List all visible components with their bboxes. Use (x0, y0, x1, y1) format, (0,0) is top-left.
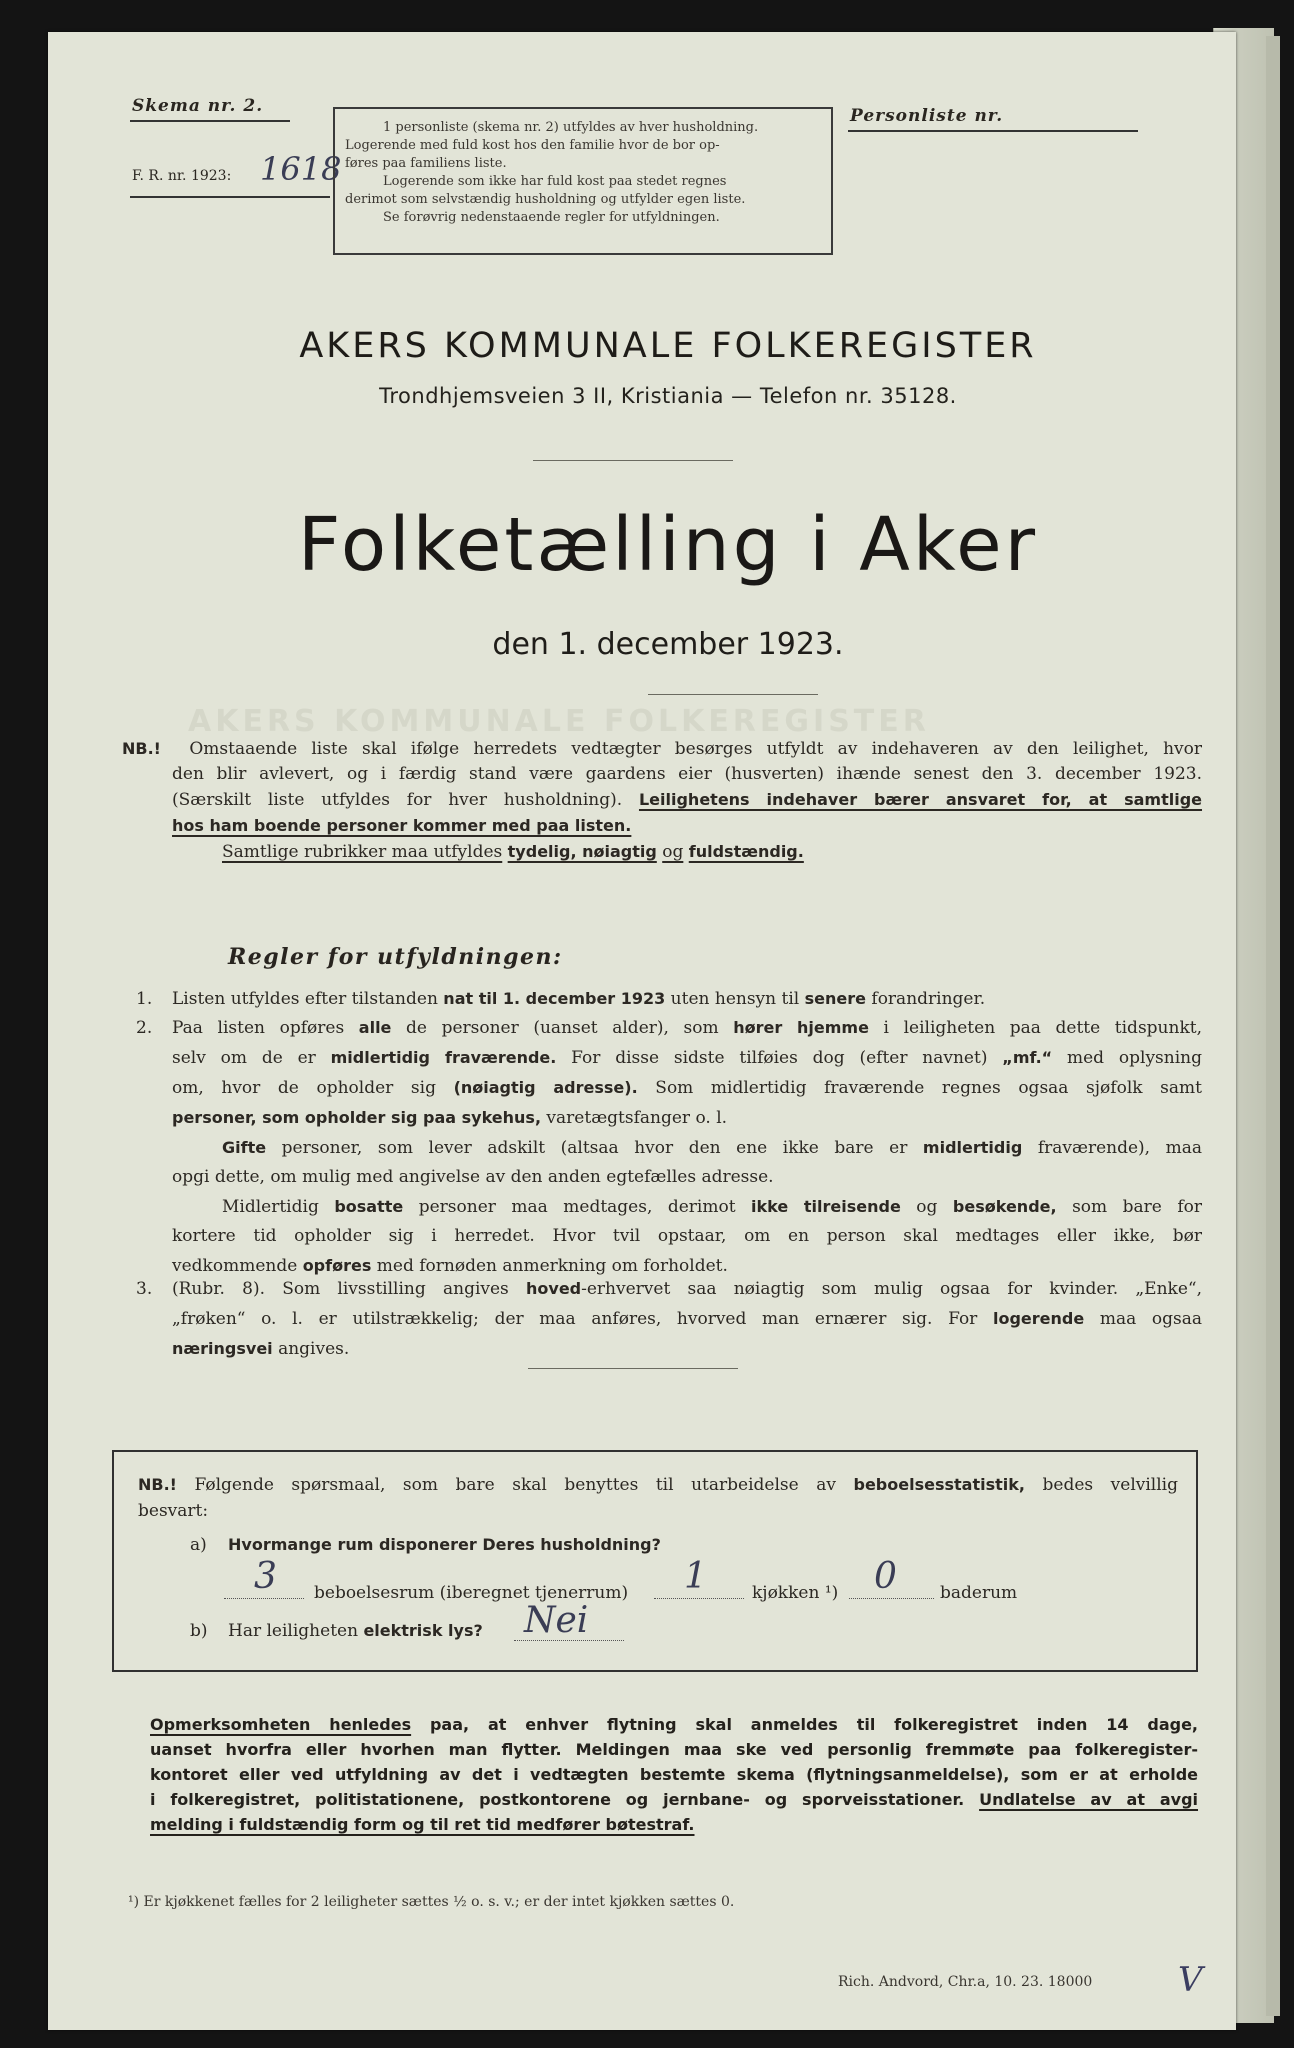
rule-1-text-a: Listen utfyldes efter tilstanden (172, 989, 444, 1009)
rooms-dotline (224, 1598, 304, 1599)
question-a-label: a) (190, 1535, 207, 1555)
moving-notice: Opmerksomheten henledes paa, at enhver flytning skal anmeldes til folkeregistret inden 14 dage, uanset hvorfra eller hvorhen man flytter. Meldingen maa ske ved personlig fremmøte paa folkeregister- kontoret eller ved utfyldning av det i vedtægten bestemte skema (flytningsanmeldelse), som er at erholde i folkeregistret, politistationene, postkontorene og jernbane- og sporveisstationer. Undlatelse av at avgi melding i fuldstændig form og til ret tid medfører bøtestraf. (150, 1715, 1199, 1834)
kitchen-label: kjøkken ¹) (752, 1583, 839, 1603)
nb-line-2: den blir avlevert, og i færdig stand være gaardens eier (husverten) ihænde senest den 3. december 1923. (172, 764, 1202, 784)
question-b-label: b) (190, 1621, 208, 1641)
nb-line-5a: Samtlige rubrikker maa utfyldes (222, 842, 503, 862)
questions-intro: NB.! Følgende spørsmaal, som bare skal benyttes til utarbeidelse av beboelsesstatistik, bedes velvillig (138, 1475, 1178, 1495)
document-date: den 1. december 1923. (492, 627, 844, 662)
info-line-3: føres paa familiens liste. (345, 156, 507, 171)
bath-dotline (849, 1598, 934, 1599)
nb-line-1: Omstaaende liste skal ifølge herredets vedtægter besørges utfyldt av indehaveren av den leilighet, hvor (189, 739, 1202, 759)
divider-1 (533, 460, 733, 461)
info-line-6: Se forøvrig nedenstaaende regler for utfyldningen. (383, 210, 720, 225)
info-line-4: Logerende som ikke har fuld kost paa stedet regnes (383, 174, 727, 189)
document-title: Folketælling i Aker (297, 502, 1039, 588)
rule-1-text-b: uten hensyn til (665, 989, 805, 1009)
fr-label: F. R. nr. 1923: (132, 168, 232, 184)
info-line-1: 1 personliste (skema nr. 2) utfyldes av hver husholdning. (383, 120, 759, 135)
rule-1 (172, 984, 1202, 1014)
nb-paragraph (122, 736, 1202, 865)
page-edge-behind-2 (1266, 36, 1280, 2016)
nb-label: NB.! (122, 739, 161, 758)
rule-3: (Rubr. 8). Som livsstilling angives hoved-erhvervet saa nøiagtig som mulig ogsaa for kvinder. „Enke“, „frøken“ o. l. er utilstrækkelig; der maa anføres, hvorved man ernærer sig. For logerende maa ogsaa næringsvei angives. (172, 1279, 1202, 1359)
skema-label: Skema nr. 2. (132, 96, 264, 116)
fr-underline (130, 196, 330, 198)
questions-intro-end: besvart: (138, 1501, 209, 1521)
rule-3-number: 3. (136, 1279, 153, 1299)
rule-2: Paa listen opføres alle de personer (uanset alder), som hører hjemme i leiligheten paa dette tidspunkt, selv om de er midlertidig fraværende. For disse sidste tilføies dog (efter navnet) „mf.“ med oplysning om, hvor de opholder sig (nøiagtig adresse). Som midlertidig fraværende regnes ogsaa sjøfolk samt personer, som opholder sig paa sykehus, varetægtsfanger o. l. Gifte personer, som lever adskilt (altsaa hvor den ene ikke bare er midlertidig fraværende), maa opgi dette, om mulig med angivelse av den anden egtefælles adresse. Midlertidig bosatte personer maa medtages, derimot ikke tilreisende og besøkende, som bare for kortere tid opholder sig i herredet. Hvor tvil opstaar, om en person skal medtages eller ikke, bør vedkommende opføres med fornøden anmerkning om forholdet. (172, 1018, 1203, 1276)
question-a: Hvormange rum disponerer Deres husholdning? (228, 1535, 661, 1554)
bath-label: baderum (940, 1583, 1018, 1603)
personliste-underline (848, 130, 1138, 132)
show-through-text: AKERS KOMMUNALE FOLKEREGISTER (188, 704, 930, 739)
rule-1-bold-a: nat til 1. december 1923 (443, 989, 666, 1008)
info-line-5: derimot som selvstændig husholdning og utfylder egen liste. (345, 192, 746, 207)
nb-line-5d: fuldstændig. (688, 842, 804, 861)
instructions-box (333, 107, 833, 255)
rule-1-text-c: forandringer. (866, 989, 986, 1009)
rule-1-bold-b: senere (804, 989, 866, 1008)
rule-1-number: 1. (136, 989, 153, 1009)
rules-heading: Regler for utfyldningen: (228, 944, 563, 970)
divider-2 (648, 694, 818, 695)
kitchen-footnote: ¹) Er kjøkkenet fælles for 2 leiligheter sættes ½ o. s. v.; er der intet kjøkken sættes 0. (128, 1894, 735, 1910)
census-form-page (48, 32, 1236, 2030)
kitchen-answer[interactable]: 1 (684, 1556, 707, 1597)
nb-line-5c: og (662, 842, 684, 862)
nb-line-5b: tydelig, nøiagtig (507, 842, 657, 861)
electric-dotline (514, 1640, 624, 1641)
question-b: Har leiligheten elektrisk lys? (228, 1621, 483, 1641)
rooms-label: beboelsesrum (iberegnet tjenerrum) (314, 1583, 629, 1603)
info-line-2: Logerende med fuld kost hos den familie hvor de bor op- (345, 138, 720, 153)
rule-2-number: 2. (136, 1018, 153, 1038)
nb-line-4: hos ham boende personer kommer med paa listen. (172, 816, 632, 835)
notice-underlined-a: Opmerksomheten henledes (150, 1715, 412, 1734)
kitchen-dotline (654, 1598, 744, 1599)
skema-underline (130, 120, 290, 122)
personliste-label: Personliste nr. (850, 106, 1004, 126)
fr-number-handwritten: 1618 (260, 150, 342, 188)
rooms-answer[interactable]: 3 (254, 1556, 277, 1597)
organization-name: AKERS KOMMUNALE FOLKEREGISTER (299, 326, 1037, 366)
check-mark: V (1178, 1960, 1203, 2000)
bath-answer[interactable]: 0 (874, 1556, 897, 1597)
electric-light-answer[interactable]: Nei (524, 1600, 589, 1641)
housing-questions-box (112, 1450, 1198, 1672)
notice-underlined-b: Undlatelse av at avgi (979, 1790, 1199, 1809)
nb-line-3b: Leilighetens indehaver bærer ansvaret for, at samtlige (638, 790, 1203, 809)
notice-underlined-c: melding i fuldstændig form og til ret tid medfører bøtestraf. (150, 1815, 695, 1834)
divider-3 (528, 1368, 738, 1369)
organization-address: Trondhjemsveien 3 II, Kristiania — Telefon nr. 35128. (379, 384, 957, 408)
printer-imprint: Rich. Andvord, Chr.a, 10. 23. 18000 (838, 1974, 1093, 1990)
nb-line-3a: (Særskilt liste utfyldes for hver husholdning). (172, 790, 623, 810)
